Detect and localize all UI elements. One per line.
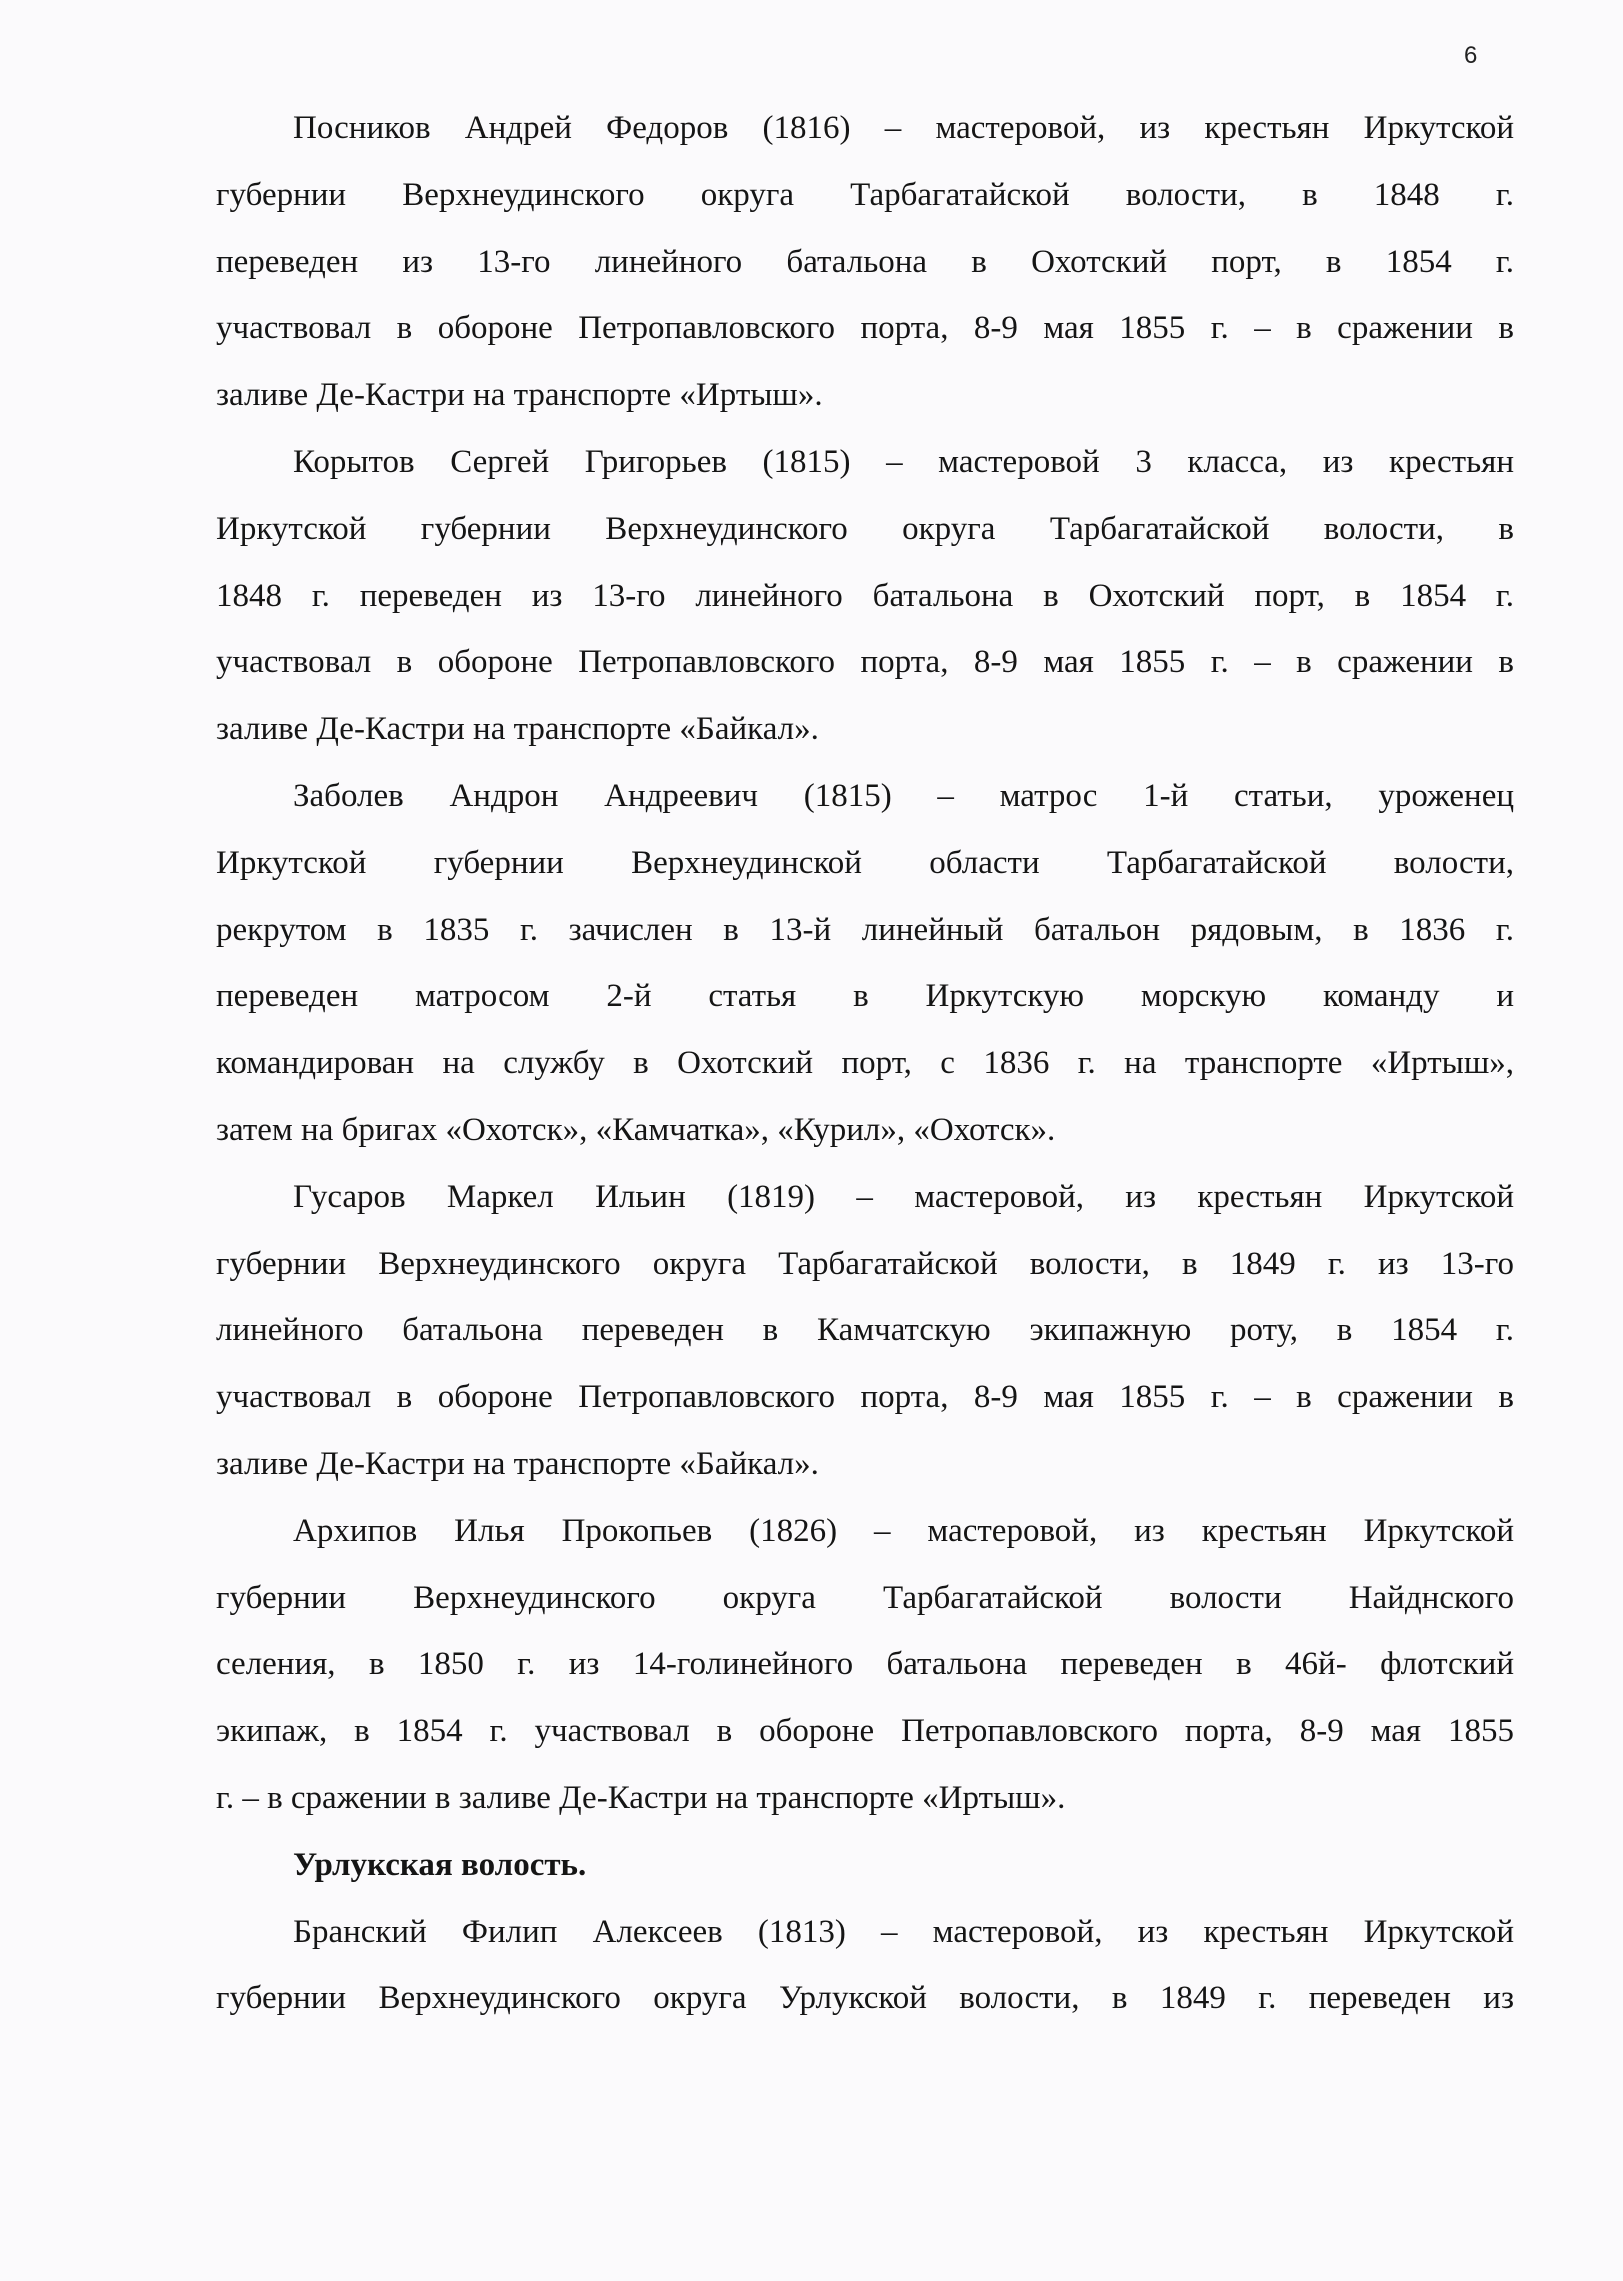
entry-posnikov (216, 108, 1514, 442)
text-line: переведен матросом 2-й статья в Иркутскую морскую команду и (216, 978, 1514, 1015)
text-line: Архипов Илья Прокопьев (1826) – мастеровой, из крестьян Иркутской (293, 1512, 1514, 1549)
entry-gusarov (216, 1177, 1514, 1511)
text-line: командирован на службу в Охотский порт, с 1836 г. на транспорте «Иртыш», (216, 1045, 1514, 1082)
section-heading-urlukskaya (216, 1845, 1514, 1912)
text-line: участвовал в обороне Петропавловского порта, 8-9 мая 1855 г. – в сражении в (216, 1379, 1514, 1416)
entry-korytov (216, 442, 1514, 776)
page-number: 6 (1464, 42, 1478, 69)
text-line: Иркутской губернии Верхнеудинской области Тарбагатайской волости, (216, 844, 1514, 881)
text-line: переведен из 13-го линейного батальона в Охотский порт, в 1854 г. (216, 243, 1514, 280)
text-line: участвовал в обороне Петропавловского порта, 8-9 мая 1855 г. – в сражении в (216, 310, 1514, 347)
text-line: затем на бригах «Охотск», «Камчатка», «Курил», «Охотск». (216, 1111, 1056, 1148)
text-line: заливе Де-Кастри на транспорте «Иртыш». (216, 377, 823, 414)
text-line: губернии Верхнеудинского округа Тарбагатайской волости, в 1849 г. из 13-го (216, 1245, 1514, 1282)
text-line: Заболев Андрон Андреевич (1815) – матрос 1-й статьи, уроженец (293, 777, 1514, 814)
text-line: Корытов Сергей Григорьев (1815) – мастеровой 3 класса, из крестьян (293, 443, 1514, 480)
text-line: Иркутской губернии Верхнеудинского округа Тарбагатайской волости, в (216, 510, 1514, 547)
entry-branskiy (216, 1912, 1514, 2046)
text-line: участвовал в обороне Петропавловского порта, 8-9 мая 1855 г. – в сражении в (216, 644, 1514, 681)
text-line: рекрутом в 1835 г. зачислен в 13-й линейный батальон рядовым, в 1836 г. (216, 911, 1514, 948)
text-line: экипаж, в 1854 г. участвовал в обороне Петропавловского порта, 8-9 мая 1855 (216, 1713, 1514, 1750)
text-line: губернии Верхнеудинского округа Тарбагатайской волости, в 1848 г. (216, 176, 1514, 213)
text-line: селения, в 1850 г. из 14-голинейного батальона переведен в 46й- флотский (216, 1646, 1514, 1683)
text-line: 1848 г. переведен из 13-го линейного батальона в Охотский порт, в 1854 г. (216, 577, 1514, 614)
entry-zabolev (216, 776, 1514, 1177)
text-line: заливе Де-Кастри на транспорте «Байкал». (216, 1445, 819, 1482)
text-line: г. – в сражении в заливе Де-Кастри на транспорте «Иртыш». (216, 1779, 1066, 1816)
document-body (216, 108, 1514, 2045)
section-heading: Урлукская волость. (293, 1846, 587, 1883)
text-line: линейного батальона переведен в Камчатскую экипажную роту, в 1854 г. (216, 1312, 1514, 1349)
text-line: Посников Андрей Федоров (1816) – мастеровой, из крестьян Иркутской (293, 110, 1514, 146)
entry-arkhipov (216, 1511, 1514, 1845)
text-line: заливе Де-Кастри на транспорте «Байкал». (216, 711, 819, 748)
text-line: губернии Верхнеудинского округа Урлукской волости, в 1849 г. переведен из (216, 1980, 1514, 2017)
text-line: Гусаров Маркел Ильин (1819) – мастеровой, из крестьян Иркутской (293, 1178, 1514, 1215)
text-line: губернии Верхнеудинского округа Тарбагатайской волости Найднского (216, 1579, 1514, 1616)
text-line: Бранский Филип Алексеев (1813) – мастеровой, из крестьян Иркутской (293, 1913, 1514, 1950)
